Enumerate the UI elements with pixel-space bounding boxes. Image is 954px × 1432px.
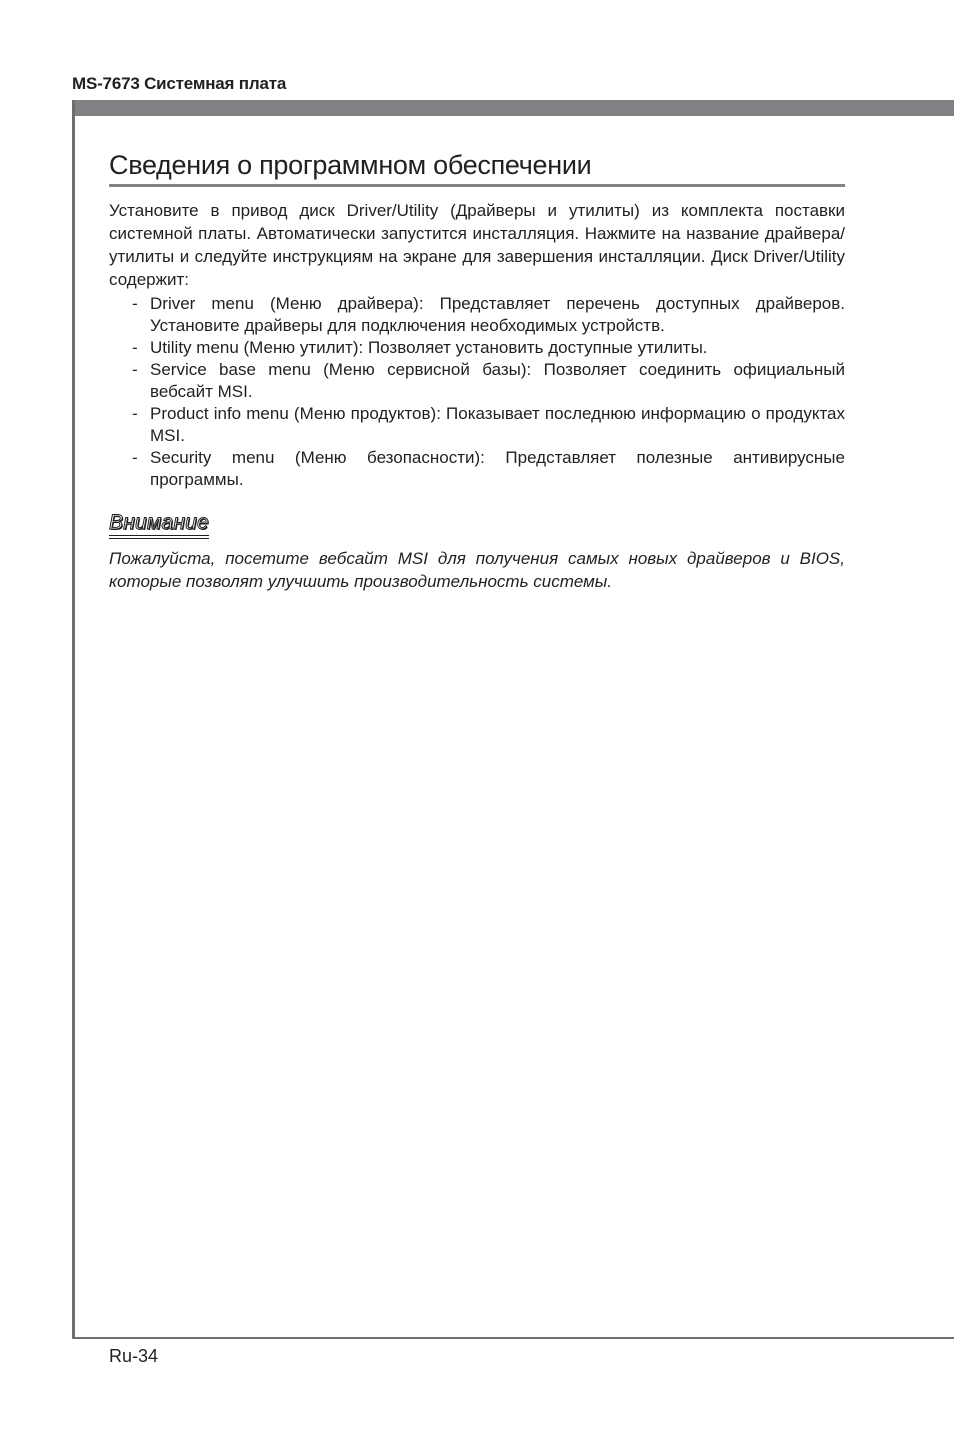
list-dash: - <box>132 404 138 423</box>
list-dash: - <box>132 294 138 313</box>
left-margin-rule <box>72 100 75 1338</box>
running-header: MS-7673 Системная плата <box>72 74 287 93</box>
bottom-rule <box>72 1337 954 1339</box>
list-dash: - <box>132 360 138 379</box>
header-bar <box>72 100 954 116</box>
list-item-text: Service base menu (Меню сервисной базы): Позволяет соединить официальный вебсайт MSI. <box>150 360 845 401</box>
disc-contents-list <box>109 293 845 491</box>
page-number: Ru-34 <box>109 1346 159 1366</box>
list-item <box>109 447 845 491</box>
page-content <box>109 148 845 593</box>
list-item <box>109 403 845 447</box>
list-item <box>109 337 845 359</box>
list-item-text: Driver menu (Меню драйвера): Представляет перечень доступных драйверов. Установите драйверы для подключения необходимых устройств. <box>150 294 845 335</box>
list-item <box>109 359 845 403</box>
list-dash: - <box>132 338 138 357</box>
list-item-text: Product info menu (Меню продуктов): Показывает последнюю информацию о продуктах MSI. <box>150 404 845 445</box>
note-heading: Внимание <box>109 511 209 539</box>
section-title: Сведения о программном обеспечении <box>109 148 845 187</box>
list-dash: - <box>132 448 138 467</box>
list-item <box>109 293 845 337</box>
note-text: Пожалуйста, посетите вебсайт MSI для получения самых новых драйверов и BIOS, которые позволят улучшить производительность системы. <box>109 549 845 591</box>
list-item-text: Utility menu (Меню утилит): Позволяет установить доступные утилиты. <box>150 338 708 357</box>
intro-paragraph: Установите в привод диск Driver/Utility (Драйверы и утилиты) из комплекта поставки системной платы. Автоматически запустится инсталляция. Нажмите на название драйвера/ утилиты и следуйте инструкциям на экране для завершения инсталляции. Диск Driver/Utility содержит: <box>109 201 845 289</box>
list-item-text: Security menu (Меню безопасности): Представляет полезные антивирусные программы. <box>150 448 845 489</box>
